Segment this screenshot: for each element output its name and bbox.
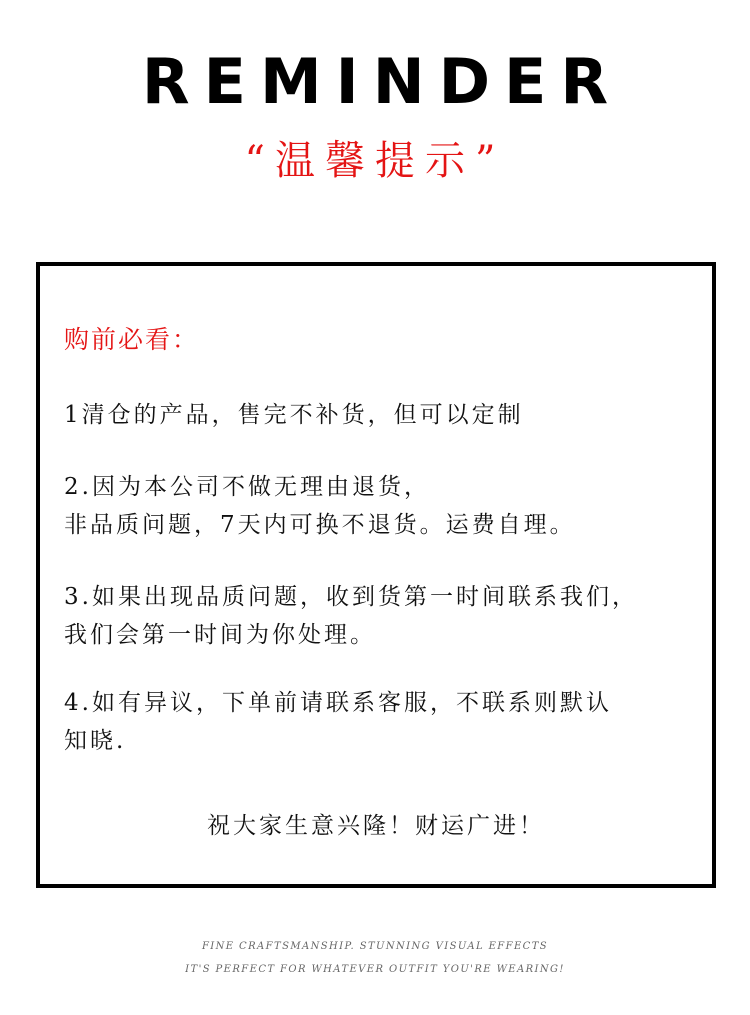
notice-item-2: [64, 468, 704, 544]
notice-item-2-line-1: 2.因为本公司不做无理由退货，: [64, 474, 430, 500]
notice-item-4: [64, 684, 704, 760]
footer-tagline-1: FINE CRAFTSMANSHIP. STUNNING VISUAL EFFECTS: [201, 941, 549, 952]
notice-item-3-line-2: 我们会第一时间为你处理。: [64, 622, 376, 648]
notice-item-3-line-1: 3.如果出现品质问题，收到货第一时间联系我们，: [64, 584, 638, 610]
closing-greeting: 祝大家生意兴隆！财运广进！: [207, 813, 545, 839]
notice-item-4-line-2: 知晓.: [64, 728, 127, 754]
page-subtitle: “温馨提示”: [244, 138, 506, 184]
notice-item-3: [64, 578, 704, 654]
footer-tagline-2: IT'S PERFECT FOR WHATEVER OUTFIT YOU'RE WEARING!: [185, 964, 565, 975]
notice-item-1: [64, 396, 704, 434]
page-title: REMINDER: [141, 45, 623, 118]
notice-header: 购前必看：: [64, 325, 200, 354]
notice-box: [36, 262, 716, 888]
notice-item-1-line-1: 1清仓的产品，售完不补货，但可以定制: [64, 402, 524, 428]
notice-item-2-line-2: 非品质问题，7天内可换不退货。运费自理。: [64, 512, 576, 538]
notice-item-4-line-1: 4.如有异议，下单前请联系客服，不联系则默认: [64, 690, 612, 716]
